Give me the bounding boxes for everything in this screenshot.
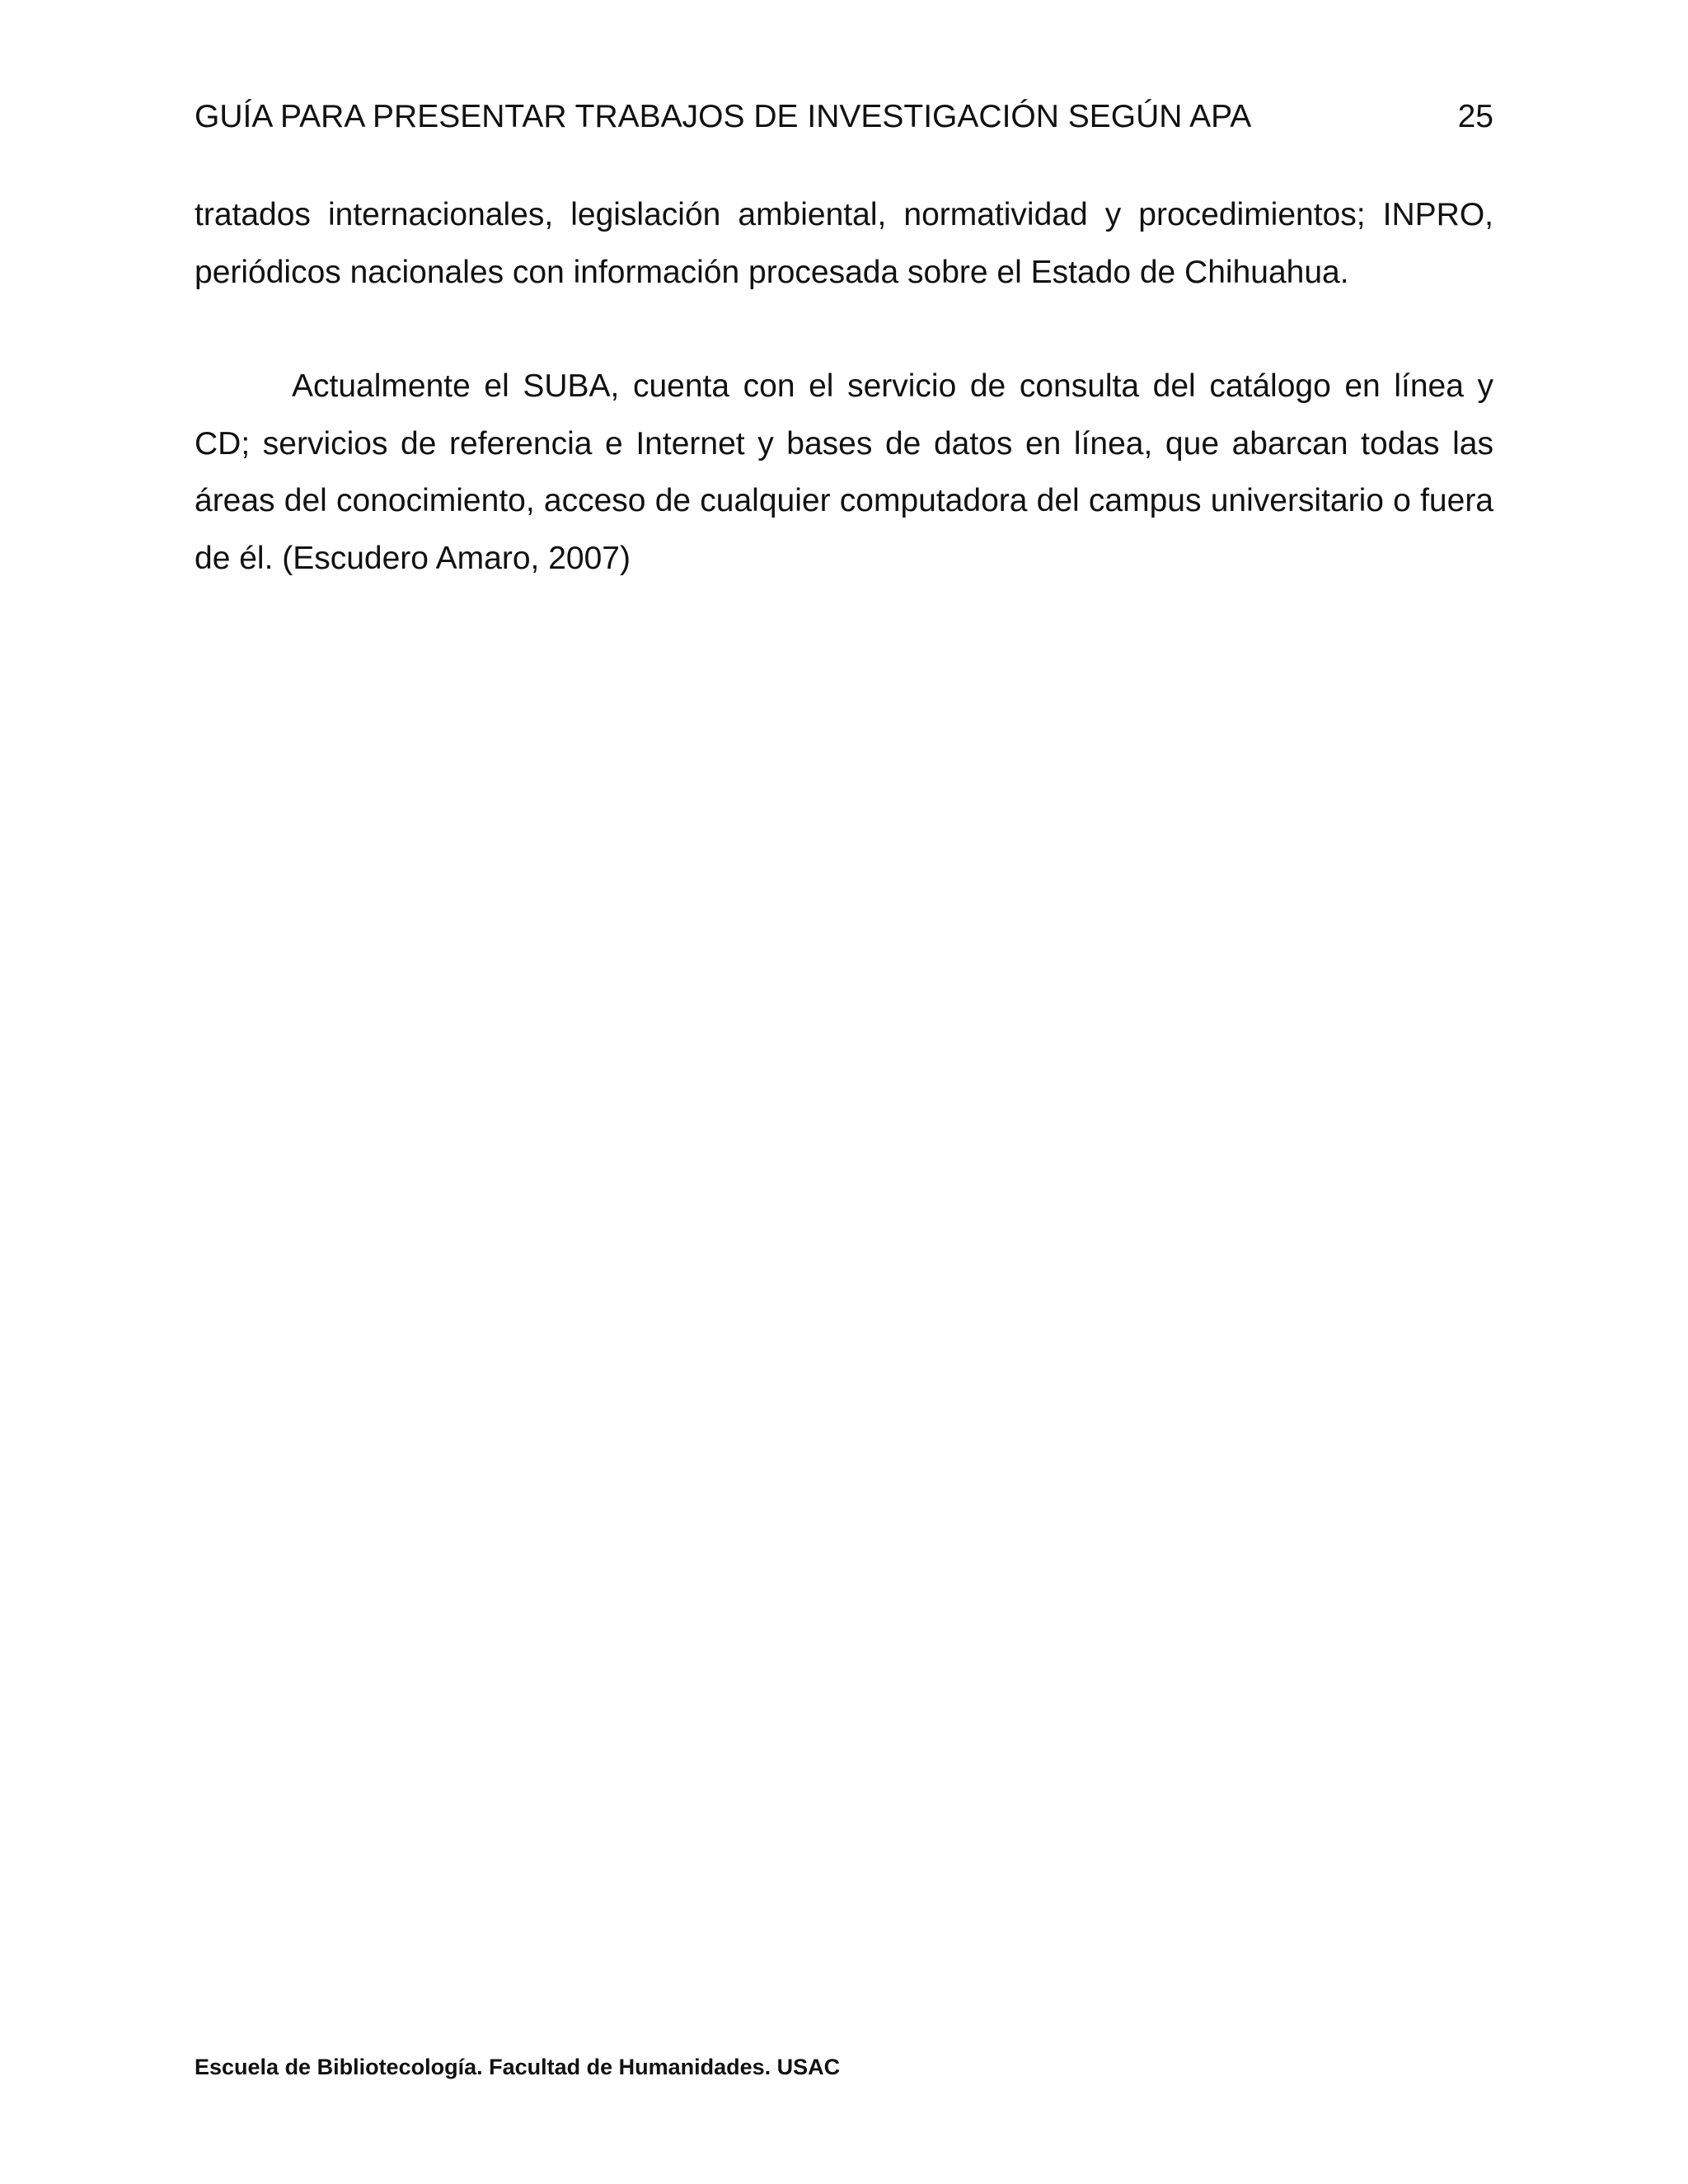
paragraph-suba-services: Actualmente el SUBA, cuenta con el servicio de consulta del catálogo en línea y CD; servicios de referencia e Internet y bases de datos en línea, que abarcan todas las áreas del conocimiento, acceso de cualquier computadora del campus universitario o fuera de él. (Escudero Amaro, 2007)	[195, 368, 1493, 576]
page-footer: Escuela de Bibliotecología. Facultad de Humanidades. USAC	[195, 2055, 841, 2079]
running-head	[195, 92, 1493, 142]
page-number: 25	[1457, 99, 1493, 134]
running-head-title: GUÍA PARA PRESENTAR TRABAJOS DE INVESTIGACIÓN SEGÚN APA	[195, 99, 1252, 134]
paragraph-continuation: tratados internacionales, legislación ambiental, normatividad y procedimientos; INPRO, periódicos nacionales con información procesada sobre el Estado de Chihuahua.	[195, 197, 1493, 290]
body-text	[195, 186, 1493, 587]
